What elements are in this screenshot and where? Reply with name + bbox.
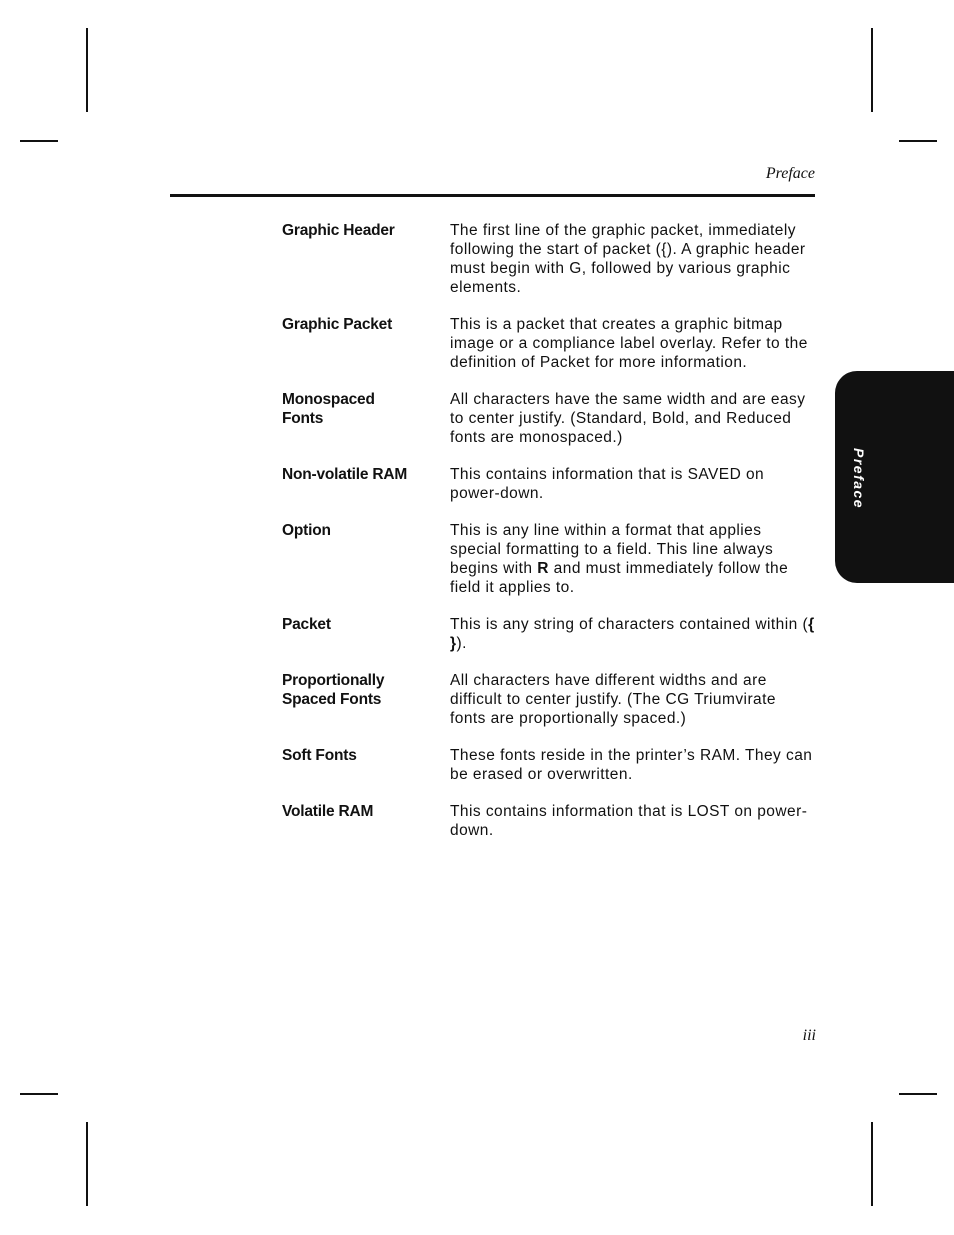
definition-emphasis: R: [537, 560, 549, 577]
definition-text: All characters have the same width and are easy to center justify. (Standard, Bold, and Reduced fonts are monospaced.): [450, 391, 806, 446]
crop-mark: [20, 140, 58, 142]
glossary-term: Monospaced Fonts: [282, 391, 375, 427]
page-number: iii: [802, 1027, 816, 1044]
definition-text: and must immediately follow the field it applies to.: [450, 560, 789, 596]
crop-mark: [871, 1122, 873, 1206]
glossary-entry: [282, 746, 822, 784]
glossary-term: Volatile RAM: [282, 803, 374, 820]
definition-text: This contains information that is LOST on power-down.: [450, 803, 808, 839]
glossary-term: Soft Fonts: [282, 747, 357, 764]
running-head: Preface: [765, 165, 815, 182]
glossary-definition: [450, 221, 816, 297]
glossary-term: Graphic Header: [282, 222, 395, 239]
glossary-entry: [282, 465, 822, 503]
definition-text: This is a packet that creates a graphic bitmap image or a compliance label overlay. Refer to the definition of Packet for more information.: [450, 316, 808, 371]
glossary-definition: [450, 746, 816, 784]
glossary-term: Proportionally Spaced Fonts: [282, 672, 385, 708]
crop-mark: [20, 1093, 58, 1095]
glossary-entry: [282, 521, 822, 597]
crop-mark: [86, 1122, 88, 1206]
definition-text: This contains information that is SAVED on power-down.: [450, 466, 765, 502]
crop-mark: [871, 28, 873, 112]
glossary-list: [282, 221, 822, 858]
glossary-entry: [282, 315, 822, 372]
glossary-definition: [450, 671, 816, 728]
crop-mark: [86, 28, 88, 112]
glossary-entry: [282, 671, 822, 728]
glossary-term: Packet: [282, 616, 331, 633]
definition-text: This is any string of characters contained within (: [450, 616, 809, 633]
glossary-definition: [450, 802, 816, 840]
glossary-definition: [450, 315, 816, 372]
glossary-entry: [282, 221, 822, 297]
glossary-definition: [450, 521, 816, 597]
glossary-definition: [450, 465, 816, 503]
definition-emphasis: { }: [450, 616, 815, 652]
glossary-definition: [450, 615, 816, 653]
glossary-term: Graphic Packet: [282, 316, 393, 333]
glossary-term: Non-volatile RAM: [282, 466, 408, 483]
glossary-term: Option: [282, 522, 331, 539]
glossary-entry: [282, 802, 822, 840]
definition-text: ).: [456, 635, 467, 652]
crop-mark: [899, 140, 937, 142]
definition-text: These fonts reside in the printer’s RAM. They can be erased or overwritten.: [450, 747, 813, 783]
crop-mark: [899, 1093, 937, 1095]
definition-text: The first line of the graphic packet, immediately following the start of packet ({). A graphic header must begin with G, followed by various graphic elements.: [450, 222, 806, 296]
glossary-entry: [282, 390, 822, 447]
glossary-entry: [282, 615, 822, 653]
section-tab-label: Preface: [851, 448, 867, 510]
glossary-definition: [450, 390, 816, 447]
definition-text: All characters have different widths and are difficult to center justify. (The CG Triumvirate fonts are proportionally spaced.): [450, 672, 776, 727]
header-rule: [170, 194, 815, 197]
definition-text: This is any line within a format that applies special formatting to a field. This line always begins with: [450, 522, 774, 577]
